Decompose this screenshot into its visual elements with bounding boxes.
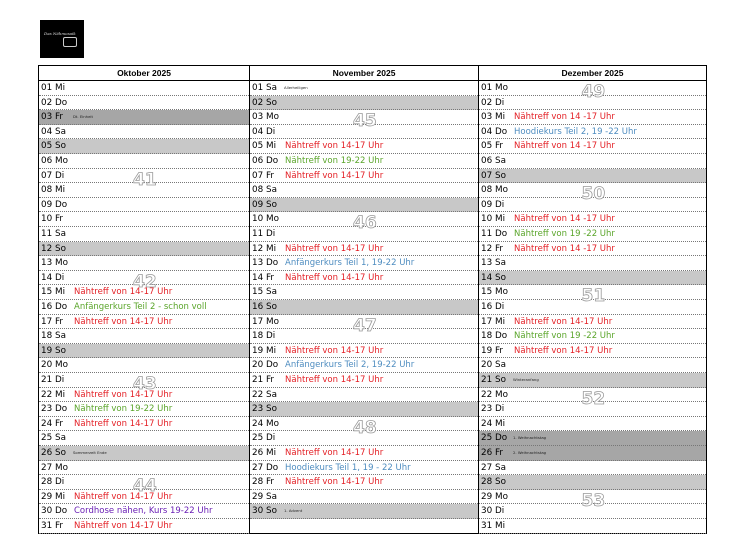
day-label: 01 Sa — [252, 83, 277, 93]
event-entry: Nähtreff von 14-17 Uhr — [285, 375, 384, 385]
day-label: 07 Fr — [252, 170, 275, 181]
day-label: 19 Mi — [252, 345, 277, 356]
week-number: 52 — [581, 388, 606, 409]
month-column-oktober — [38, 65, 250, 534]
event-entry: Nähtreff von 14-17 Uhr — [285, 345, 384, 356]
day-row — [250, 388, 478, 403]
day-row — [39, 139, 249, 154]
day-label: 27 Mo — [41, 462, 68, 473]
day-row — [39, 329, 249, 344]
event-entry: Nähtreff von 14 -17 Uhr — [514, 243, 615, 254]
day-label: 30 Do — [41, 506, 68, 517]
day-label: 14 So — [481, 272, 506, 283]
day-label: 18 Do — [481, 331, 508, 342]
day-label: 10 Mi — [481, 214, 506, 225]
day-row — [479, 358, 706, 373]
day-label: 01 Mi — [41, 83, 66, 93]
day-label: 28 So — [481, 477, 506, 488]
day-label: 08 Sa — [252, 185, 277, 196]
logo-text: Das Nähmosaik — [44, 31, 76, 36]
day-row — [39, 227, 249, 242]
day-row — [39, 96, 249, 111]
day-row — [250, 475, 478, 490]
day-row — [479, 417, 706, 432]
event-entry: Hoodiekurs Teil 2, 19 -22 Uhr — [514, 126, 637, 137]
day-row — [250, 81, 478, 96]
day-row — [479, 256, 706, 271]
day-row — [250, 212, 478, 227]
day-label: 18 Sa — [41, 331, 66, 342]
day-label: 07 So — [481, 170, 506, 181]
event-entry: Anfängerkurs Teil 2 - schon voll — [74, 302, 207, 312]
day-row — [39, 446, 249, 461]
day-row — [39, 417, 249, 432]
day-label: 15 Mo — [481, 287, 508, 298]
day-row — [250, 358, 478, 373]
month-column-dezember — [478, 65, 707, 534]
day-label: 28 Di — [41, 477, 65, 488]
day-row — [479, 388, 706, 403]
holiday-note: Allerheiligen — [284, 85, 308, 90]
day-row — [250, 198, 478, 213]
day-label: 13 Mo — [41, 258, 68, 269]
day-label: 07 Di — [41, 170, 65, 181]
month-title: Oktober 2025 — [39, 66, 249, 81]
day-label: 13 Sa — [481, 258, 506, 269]
day-row — [479, 475, 706, 490]
event-entry: Nähtreff von 14-17 Uhr — [285, 272, 384, 283]
event-entry: Nähtreff von 14 -17 Uhr — [514, 112, 615, 123]
event-entry: Nähtreff von 14-17 Uhr — [74, 316, 173, 327]
day-row — [250, 125, 478, 140]
event-entry: Anfängerkurs Teil 1, 19-22 Uhr — [285, 258, 415, 269]
day-row — [479, 373, 706, 388]
holiday-note: Dt. Einheit — [73, 114, 93, 120]
week-number: 43 — [133, 374, 157, 394]
day-label: 22 Mi — [41, 389, 66, 400]
event-entry: Nähtreff von 14 -17 Uhr — [514, 214, 615, 225]
month-title: Dezember 2025 — [479, 66, 706, 81]
day-label: 15 Sa — [252, 287, 277, 298]
event-entry: Nähtreff von 19-22 Uhr — [285, 156, 384, 166]
day-label: 04 Sa — [41, 126, 66, 137]
day-row — [479, 271, 706, 286]
day-row — [479, 110, 706, 125]
week-number: 48 — [353, 417, 377, 438]
day-label: 17 Fr — [41, 316, 64, 327]
day-row — [39, 125, 249, 140]
day-label: 16 So — [252, 302, 277, 312]
day-row — [39, 198, 249, 213]
day-row — [479, 183, 706, 198]
day-label: 17 Mi — [481, 316, 506, 327]
day-label: 20 Sa — [481, 360, 506, 371]
day-row — [39, 300, 249, 315]
day-row — [479, 285, 706, 300]
day-label: 17 Mo — [252, 316, 279, 327]
event-entry: Nähtreff von 19-22 Uhr — [74, 404, 173, 415]
day-row — [479, 212, 706, 227]
day-row — [479, 446, 706, 461]
day-label: 16 Di — [481, 302, 505, 312]
day-row — [250, 329, 478, 344]
day-row — [250, 110, 478, 125]
day-label: 19 So — [41, 345, 66, 356]
event-entry: Nähtreff von 14-17 Uhr — [74, 491, 173, 502]
day-label: 29 Mo — [481, 491, 508, 502]
day-label: 05 Fr — [481, 141, 504, 152]
day-row — [250, 169, 478, 184]
day-label: 30 Di — [481, 506, 505, 517]
event-entry: Nähtreff von 14-17 Uhr — [74, 287, 173, 298]
day-row — [39, 81, 249, 96]
day-label: 03 Mo — [252, 112, 279, 123]
day-label: 11 Di — [252, 229, 276, 239]
day-label: 11 Do — [481, 229, 508, 239]
day-row — [250, 315, 478, 330]
day-row — [250, 183, 478, 198]
day-label: 05 So — [41, 141, 66, 152]
week-number: 49 — [581, 82, 606, 102]
day-label: 18 Di — [252, 331, 276, 342]
day-label: 06 Mo — [41, 156, 68, 166]
day-label: 09 Do — [41, 199, 68, 210]
day-row — [250, 461, 478, 476]
day-label: 02 Do — [41, 97, 68, 108]
week-number: 42 — [133, 271, 157, 292]
day-row — [39, 154, 249, 169]
day-label: 28 Fr — [252, 477, 275, 488]
event-entry: Nähtreff von 14 -17 Uhr — [514, 141, 615, 152]
event-entry: Nähtreff von 14-17 Uhr — [285, 170, 384, 181]
event-entry: Nähtreff von 14-17 Uhr — [285, 243, 384, 254]
day-label: 27 Sa — [481, 462, 506, 473]
day-label: 23 So — [252, 404, 277, 415]
holiday-note: 1. Weihnachtstag — [513, 435, 547, 441]
day-row — [250, 96, 478, 111]
day-row — [250, 446, 478, 461]
month-column-november — [249, 65, 479, 534]
event-entry: Nähtreff von 14-17 Uhr — [514, 316, 613, 327]
day-label: 22 Mo — [481, 389, 508, 400]
day-label: 25 Do — [481, 433, 508, 444]
day-label: 20 Do — [252, 360, 279, 371]
day-label: 06 Do — [252, 156, 279, 166]
day-label: 27 Do — [252, 462, 279, 473]
week-number: 46 — [353, 213, 377, 234]
day-row — [479, 461, 706, 476]
day-label: 10 Fr — [41, 214, 64, 225]
day-row — [39, 271, 249, 286]
day-label: 13 Do — [252, 258, 279, 269]
day-label: 02 Di — [481, 97, 505, 108]
day-row — [250, 344, 478, 359]
month-title: November 2025 — [250, 66, 478, 81]
day-label: 22 Sa — [252, 389, 277, 400]
day-row — [479, 169, 706, 184]
day-row — [39, 388, 249, 403]
day-label: 05 Mi — [252, 141, 277, 152]
day-label: 10 Mo — [252, 214, 279, 225]
day-label: 03 Fr — [41, 112, 64, 123]
day-row — [39, 212, 249, 227]
day-row — [479, 139, 706, 154]
day-row — [39, 402, 249, 417]
day-label: 29 Sa — [252, 491, 277, 502]
day-label: 26 Mi — [252, 448, 277, 458]
day-row — [39, 519, 249, 534]
day-label: 25 Sa — [41, 433, 66, 444]
day-label: 30 So — [252, 506, 277, 517]
day-row — [479, 490, 706, 505]
day-label: 21 Di — [41, 375, 65, 385]
event-entry: Nähtreff von 14-17 Uhr — [285, 141, 384, 152]
day-label: 08 Mo — [481, 185, 508, 196]
day-label: 04 Do — [481, 126, 508, 137]
day-row — [39, 285, 249, 300]
day-row — [250, 417, 478, 432]
day-label: 24 Mi — [481, 418, 506, 429]
event-entry: Nähtreff von 14-17 Uhr — [285, 477, 384, 488]
week-number: 51 — [581, 286, 606, 307]
day-label: 06 Sa — [481, 156, 506, 166]
day-label: 25 Di — [252, 433, 276, 444]
day-row — [250, 373, 478, 388]
event-entry: Nähtreff von 14-17 Uhr — [74, 521, 173, 531]
day-label: 24 Fr — [41, 418, 64, 429]
event-entry: Nähtreff von 19 -22 Uhr — [514, 229, 615, 239]
day-row — [479, 154, 706, 169]
week-number: 45 — [353, 111, 377, 132]
day-label: 26 Fr — [481, 448, 504, 458]
day-row — [39, 475, 249, 490]
day-row — [479, 402, 706, 417]
day-row — [39, 183, 249, 198]
event-entry: Nähtreff von 14-17 Uhr — [74, 389, 173, 400]
week-number: 41 — [133, 169, 157, 190]
day-row — [250, 431, 478, 446]
day-row — [250, 154, 478, 169]
day-label: 21 Fr — [252, 375, 275, 385]
day-row — [250, 242, 478, 257]
week-number: 47 — [353, 315, 377, 336]
day-row — [250, 256, 478, 271]
day-label: 11 Sa — [41, 229, 66, 239]
event-entry: Nähtreff von 14-17 Uhr — [285, 448, 384, 458]
holiday-note: 2. Weihnachtstag — [513, 450, 547, 455]
event-entry: Nähtreff von 14-17 Uhr — [74, 418, 173, 429]
day-row — [479, 96, 706, 111]
day-label: 14 Di — [41, 272, 65, 283]
event-entry: Anfängerkurs Teil 2, 19-22 Uhr — [285, 360, 415, 371]
day-row — [39, 110, 249, 125]
day-row — [39, 256, 249, 271]
day-label: 19 Fr — [481, 345, 504, 356]
day-row — [479, 431, 706, 446]
day-label: 04 Di — [252, 126, 276, 137]
day-label: 12 So — [41, 243, 66, 254]
day-row — [479, 329, 706, 344]
day-label: 09 So — [252, 199, 277, 210]
event-entry: Nähtreff von 19 -22 Uhr — [514, 331, 615, 342]
day-label: 20 Mo — [41, 360, 68, 371]
day-label: 23 Do — [41, 404, 68, 415]
day-row — [479, 242, 706, 257]
holiday-note: 1. Advent — [284, 508, 303, 514]
day-row — [479, 504, 706, 519]
day-label: 23 Di — [481, 404, 505, 415]
day-label: 29 Mi — [41, 491, 66, 502]
day-row — [250, 504, 478, 519]
day-row — [39, 358, 249, 373]
sewing-machine-icon — [63, 37, 77, 47]
day-label: 21 So — [481, 375, 506, 385]
holiday-note: Sommerzeit Ende — [73, 450, 107, 455]
day-row — [479, 519, 706, 534]
day-row — [250, 139, 478, 154]
day-row — [479, 300, 706, 315]
day-row — [479, 227, 706, 242]
holiday-note: Winteranfang — [513, 377, 539, 382]
day-label: 12 Mi — [252, 243, 277, 254]
day-row — [39, 315, 249, 330]
day-label: 03 Mi — [481, 112, 506, 123]
day-label: 31 Fr — [41, 521, 64, 531]
day-row — [39, 242, 249, 257]
day-row — [250, 227, 478, 242]
day-label: 31 Mi — [481, 521, 506, 531]
day-label: 12 Fr — [481, 243, 504, 254]
day-row — [39, 490, 249, 505]
day-row — [479, 125, 706, 140]
event-entry: Hoodiekurs Teil 1, 19 - 22 Uhr — [285, 462, 411, 473]
day-label: 14 Fr — [252, 272, 275, 283]
day-label: 16 Do — [41, 302, 68, 312]
day-row — [250, 300, 478, 315]
day-row — [479, 315, 706, 330]
week-number: 44 — [133, 476, 157, 497]
event-entry: Cordhose nähen, Kurs 19-22 Uhr — [74, 506, 213, 517]
day-row — [39, 504, 249, 519]
day-label: 02 So — [252, 97, 277, 108]
day-label: 09 Di — [481, 199, 505, 210]
week-number: 53 — [581, 490, 606, 511]
week-number: 50 — [581, 184, 606, 205]
day-row — [39, 169, 249, 184]
day-row — [479, 344, 706, 359]
day-row — [479, 198, 706, 213]
day-row — [479, 81, 706, 96]
day-row — [250, 402, 478, 417]
event-entry: Nähtreff von 14-17 Uhr — [514, 345, 613, 356]
day-row — [39, 373, 249, 388]
day-row — [250, 271, 478, 286]
day-row — [250, 285, 478, 300]
day-label: 26 So — [41, 448, 66, 458]
day-label: 08 Mi — [41, 185, 66, 196]
day-row — [39, 431, 249, 446]
day-row — [250, 490, 478, 505]
day-label: 24 Mo — [252, 418, 279, 429]
day-label: 15 Mi — [41, 287, 66, 298]
day-label: 01 Mo — [481, 83, 508, 93]
day-row — [39, 461, 249, 476]
day-row — [39, 344, 249, 359]
logo — [40, 20, 84, 58]
